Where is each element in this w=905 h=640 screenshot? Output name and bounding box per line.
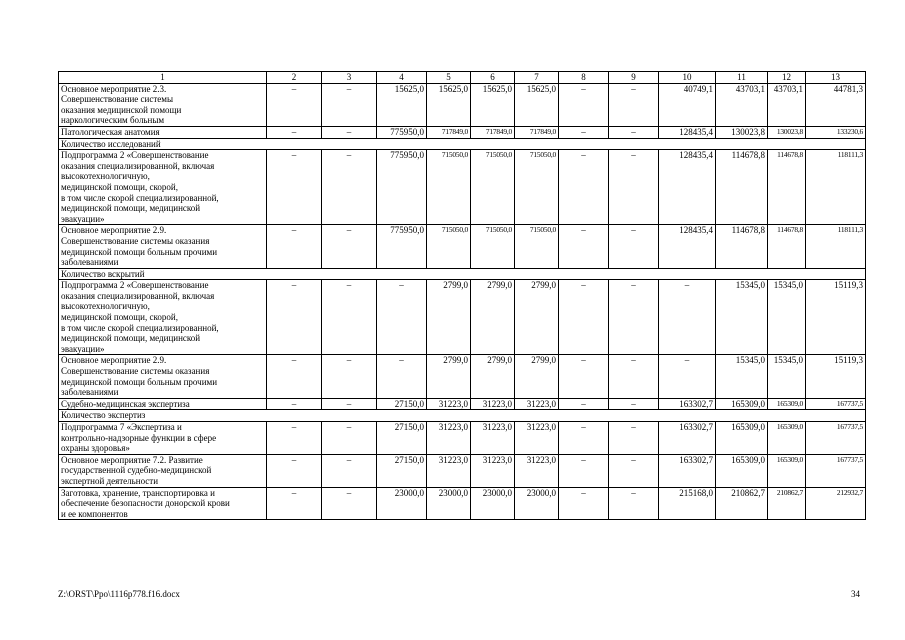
table-row (59, 398, 866, 410)
value-cell: 15625,0 (427, 83, 471, 126)
value-cell: – (322, 422, 377, 455)
value-cell: – (267, 83, 322, 126)
row-label: Основное мероприятие 7.2. Развитие государственной судебно-медицинской экспертной деятельности (59, 454, 267, 487)
value-cell: 15625,0 (377, 83, 427, 126)
value-cell: 165309,0 (716, 422, 768, 455)
value-cell: 31223,0 (471, 398, 515, 410)
value-cell: 31223,0 (427, 422, 471, 455)
value-cell: 23000,0 (377, 487, 427, 520)
value-cell: 717849,0 (471, 126, 515, 138)
column-header: 4 (377, 72, 427, 84)
value-cell: 715050,0 (515, 150, 559, 225)
row-label: Подпрограмма 7 «Экспертиза и контрольно-надзорные функции в сфере охраны здоровья» (59, 422, 267, 455)
value-cell: 43703,1 (768, 83, 806, 126)
value-cell: 717849,0 (515, 126, 559, 138)
value-cell: 15119,3 (806, 280, 866, 355)
value-cell: 31223,0 (515, 398, 559, 410)
column-header: 9 (609, 72, 659, 84)
value-cell: 775950,0 (377, 225, 427, 268)
row-label: Судебно-медицинская экспертиза (59, 398, 267, 410)
value-cell: 27150,0 (377, 398, 427, 410)
value-cell: – (559, 126, 609, 138)
value-cell: 715050,0 (471, 225, 515, 268)
value-cell: 15345,0 (716, 355, 768, 398)
value-cell: 114678,8 (768, 225, 806, 268)
value-cell: 210862,7 (768, 487, 806, 520)
footer-file-path: Z:\ORST\Ppo\1116p778.f16.docx (58, 589, 180, 599)
value-cell: 23000,0 (515, 487, 559, 520)
value-cell: – (609, 280, 659, 355)
value-cell: – (609, 398, 659, 410)
column-header: 2 (267, 72, 322, 84)
value-cell: 43703,1 (716, 83, 768, 126)
value-cell: – (322, 150, 377, 225)
column-header: 10 (659, 72, 716, 84)
value-cell: 130023,8 (768, 126, 806, 138)
value-cell: – (559, 150, 609, 225)
row-label: Подпрограмма 2 «Совершенствование оказания специализированной, включая высокотехнологичную, медицинской помощи, скорой, в том числе скорой специализированной, медицинской помощи, медицинской эвакуации» (59, 150, 267, 225)
value-cell: – (267, 280, 322, 355)
value-cell: – (267, 487, 322, 520)
row-subheader: Количество исследований (59, 138, 267, 150)
value-cell: 210862,7 (716, 487, 768, 520)
value-cell: – (267, 150, 322, 225)
value-cell: – (609, 454, 659, 487)
value-cell: 2799,0 (471, 355, 515, 398)
value-cell: – (322, 280, 377, 355)
value-cell: – (609, 487, 659, 520)
value-cell: 114678,8 (768, 150, 806, 225)
subheader-row (59, 410, 866, 422)
value-cell: – (609, 83, 659, 126)
value-cell: – (559, 398, 609, 410)
column-header: 1 (59, 72, 267, 84)
value-cell: 165309,0 (768, 398, 806, 410)
value-cell: 31223,0 (471, 454, 515, 487)
row-label: Основное мероприятие 2.9. Совершенствование системы оказания медицинской помощи больным прочими заболеваниями (59, 225, 267, 268)
value-cell: – (559, 355, 609, 398)
value-cell: 15345,0 (716, 280, 768, 355)
empty-cell (267, 410, 866, 422)
footer-page-number: 34 (851, 589, 860, 599)
column-header: 8 (559, 72, 609, 84)
table-row (59, 150, 866, 225)
value-cell: – (322, 225, 377, 268)
value-cell: – (267, 225, 322, 268)
value-cell: 15119,3 (806, 355, 866, 398)
header-row (59, 72, 866, 84)
subheader-row (59, 138, 866, 150)
value-cell: 128435,4 (659, 126, 716, 138)
value-cell: 2799,0 (427, 280, 471, 355)
budget-table (58, 71, 866, 520)
value-cell: – (659, 355, 716, 398)
subheader-row (59, 268, 866, 280)
value-cell: 715050,0 (471, 150, 515, 225)
value-cell: 23000,0 (471, 487, 515, 520)
value-cell: 717849,0 (427, 126, 471, 138)
value-cell: 27150,0 (377, 454, 427, 487)
value-cell: – (659, 280, 716, 355)
row-label: Патологическая анатомия (59, 126, 267, 138)
value-cell: 215168,0 (659, 487, 716, 520)
value-cell: 2799,0 (515, 355, 559, 398)
value-cell: – (559, 487, 609, 520)
value-cell: 31223,0 (515, 422, 559, 455)
table-row (59, 83, 866, 126)
table-row (59, 225, 866, 268)
value-cell: 715050,0 (427, 225, 471, 268)
value-cell: – (377, 355, 427, 398)
column-header: 11 (716, 72, 768, 84)
value-cell: 165309,0 (768, 454, 806, 487)
value-cell: 114678,8 (716, 150, 768, 225)
value-cell: 15345,0 (768, 355, 806, 398)
value-cell: – (267, 454, 322, 487)
table-row (59, 454, 866, 487)
value-cell: 15625,0 (515, 83, 559, 126)
value-cell: 165309,0 (768, 422, 806, 455)
value-cell: – (322, 83, 377, 126)
value-cell: – (267, 126, 322, 138)
value-cell: – (609, 150, 659, 225)
value-cell: 165309,0 (716, 454, 768, 487)
row-label: Подпрограмма 2 «Совершенствование оказания специализированной, включая высокотехнологичную, медицинской помощи, скорой, в том числе скорой специализированной, медицинской помощи, медицинской эвакуации» (59, 280, 267, 355)
value-cell: 15625,0 (471, 83, 515, 126)
value-cell: 44781,3 (806, 83, 866, 126)
column-header: 7 (515, 72, 559, 84)
value-cell: – (377, 280, 427, 355)
value-cell: – (322, 487, 377, 520)
value-cell: 31223,0 (471, 422, 515, 455)
value-cell: – (609, 126, 659, 138)
value-cell: 163302,7 (659, 398, 716, 410)
value-cell: 165309,0 (716, 398, 768, 410)
empty-cell (267, 268, 866, 280)
value-cell: – (322, 126, 377, 138)
value-cell: – (559, 280, 609, 355)
value-cell: – (267, 398, 322, 410)
value-cell: 212932,7 (806, 487, 866, 520)
table-row (59, 487, 866, 520)
value-cell: – (559, 454, 609, 487)
value-cell: 775950,0 (377, 126, 427, 138)
value-cell: 715050,0 (515, 225, 559, 268)
value-cell: 128435,4 (659, 225, 716, 268)
value-cell: – (559, 422, 609, 455)
value-cell: – (322, 454, 377, 487)
row-subheader: Количество экспертиз (59, 410, 267, 422)
row-label: Заготовка, хранение, транспортировка и обеспечение безопасности донорской крови и ее компонентов (59, 487, 267, 520)
value-cell: 2799,0 (515, 280, 559, 355)
value-cell: 15345,0 (768, 280, 806, 355)
value-cell: – (559, 83, 609, 126)
value-cell: 167737,5 (806, 454, 866, 487)
value-cell: 167737,5 (806, 422, 866, 455)
value-cell: 114678,8 (716, 225, 768, 268)
row-label: Основное мероприятие 2.9. Совершенствование системы оказания медицинской помощи больным прочими заболеваниями (59, 355, 267, 398)
value-cell: 23000,0 (427, 487, 471, 520)
row-subheader: Количество вскрытий (59, 268, 267, 280)
value-cell: – (609, 355, 659, 398)
value-cell: 163302,7 (659, 454, 716, 487)
value-cell: 2799,0 (471, 280, 515, 355)
value-cell: 118111,3 (806, 225, 866, 268)
value-cell: 31223,0 (427, 398, 471, 410)
value-cell: 130023,8 (716, 126, 768, 138)
value-cell: – (609, 225, 659, 268)
value-cell: – (322, 355, 377, 398)
column-header: 5 (427, 72, 471, 84)
value-cell: 27150,0 (377, 422, 427, 455)
value-cell: – (322, 398, 377, 410)
value-cell: 163302,7 (659, 422, 716, 455)
value-cell: 31223,0 (515, 454, 559, 487)
table-row (59, 280, 866, 355)
value-cell: 775950,0 (377, 150, 427, 225)
value-cell: 40749,1 (659, 83, 716, 126)
column-header: 3 (322, 72, 377, 84)
table-row (59, 355, 866, 398)
table-row (59, 422, 866, 455)
value-cell: 715050,0 (427, 150, 471, 225)
table-row (59, 126, 866, 138)
column-header: 12 (768, 72, 806, 84)
value-cell: – (559, 225, 609, 268)
value-cell: – (267, 355, 322, 398)
empty-cell (267, 138, 866, 150)
column-header: 6 (471, 72, 515, 84)
column-header: 13 (806, 72, 866, 84)
value-cell: 167737,5 (806, 398, 866, 410)
value-cell: 128435,4 (659, 150, 716, 225)
row-label: Основное мероприятие 2.3. Совершенствование системы оказания медицинской помощи наркологическим больным (59, 83, 267, 126)
value-cell: 118111,3 (806, 150, 866, 225)
value-cell: 31223,0 (427, 454, 471, 487)
value-cell: – (267, 422, 322, 455)
value-cell: 2799,0 (427, 355, 471, 398)
value-cell: 133230,6 (806, 126, 866, 138)
value-cell: – (609, 422, 659, 455)
